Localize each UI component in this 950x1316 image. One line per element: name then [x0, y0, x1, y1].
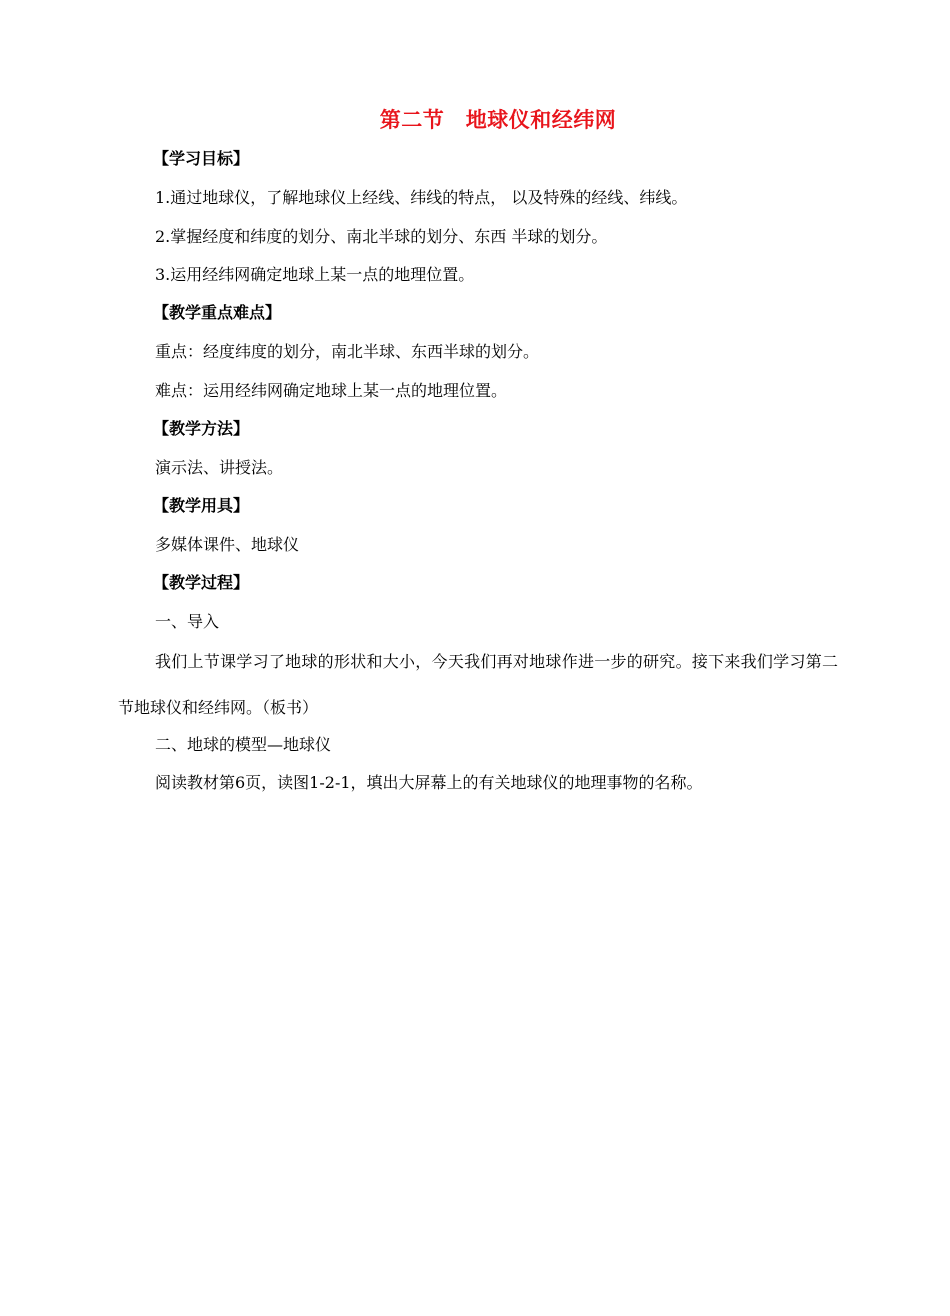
methods-text: 演示法、讲授法。: [155, 458, 284, 477]
objective-item-2: 2.掌握经度和纬度的划分、南北半球的划分、东西 半球的划分。: [155, 227, 608, 246]
section1-paragraph: 我们上节课学习了地球的形状和大小，今天我们再对地球作进一步的研究。接下来我们学习第二节地球仪和经纬网。（板书）: [118, 652, 838, 717]
methods-heading: 【教学方法】: [153, 419, 250, 438]
page-title: 第二节 地球仪和经纬网: [379, 108, 617, 132]
process-heading: 【教学过程】: [153, 573, 250, 592]
section2-paragraph: 阅读教材第6页，读图1-2-1，填出大屏幕上的有关地球仪的地理事物的名称。: [155, 773, 703, 792]
section2-heading: 二、地球的模型—地球仪: [155, 735, 332, 754]
tools-heading: 【教学用具】: [153, 496, 250, 515]
key-point-text: 重点：经度纬度的划分，南北半球、东西半球的划分。: [155, 342, 540, 361]
objective-item-1: 1.通过地球仪，了解地球仪上经线、纬线的特点， 以及特殊的经线、纬线。: [155, 188, 688, 207]
key-points-heading: 【教学重点难点】: [153, 303, 282, 322]
objective-item-3: 3.运用经纬网确定地球上某一点的地理位置。: [155, 265, 475, 284]
section1-heading: 一、导入: [155, 612, 220, 631]
difficult-point-text: 难点：运用经纬网确定地球上某一点的地理位置。: [155, 381, 508, 400]
tools-text: 多媒体课件、地球仪: [155, 535, 300, 554]
objectives-heading: 【学习目标】: [153, 149, 250, 168]
